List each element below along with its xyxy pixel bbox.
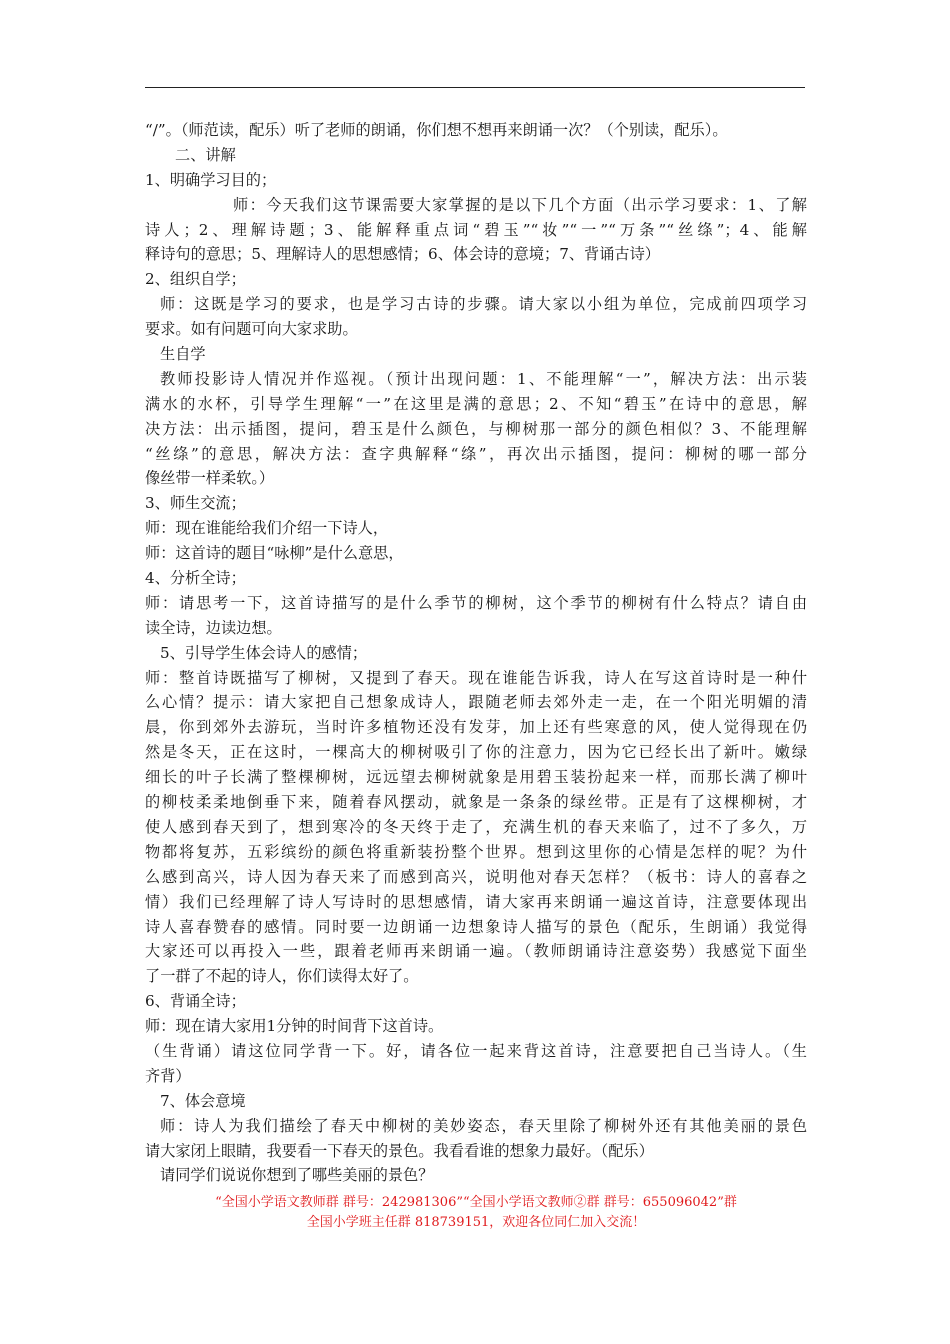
paragraph-line: 要求。如有问题可向大家求助。 — [145, 320, 358, 339]
paragraph-line: 师：整首诗既描写了柳树，又提到了春天。现在谁能告诉我，诗人在写这首诗时是一种什 — [145, 668, 807, 687]
step-heading: 6、背诵全诗； — [145, 992, 246, 1011]
paragraph-line: 释诗句的意思；5、理解诗人的思想感情；6、体会诗的意境；7、背诵古诗） — [145, 245, 660, 264]
paragraph-line: 么感到高兴，诗人因为春天来了而感到高兴，说明他对春天怎样？（板书：诗人的喜春之 — [145, 867, 807, 886]
step-heading: 4、分析全诗； — [145, 569, 246, 588]
footer-line-groups: “全国小学语文教师群 群号：242981306”“全国小学语文教师②群 群号：655096042”群 — [215, 1195, 737, 1210]
paragraph-line: 诗人；2、理解诗题；3、能解释重点词“碧玉”“妆”“一”“万条”“丝绦”；4、能解 — [145, 220, 807, 239]
paragraph-line: 么心情？提示：请大家把自己想象成诗人，跟随老师去郊外走一走，在一个阳光明媚的清 — [145, 693, 807, 712]
paragraph-line: 生自学 — [160, 345, 206, 364]
paragraph-line: 请同学们说说你想到了哪些美丽的景色？ — [160, 1166, 434, 1185]
paragraph-line: 大家还可以再投入一些，跟着老师再来朗诵一遍。（教师朗诵诗注意姿势）我感觉下面坐 — [145, 942, 807, 961]
paragraph-line: “丝绦”的意思，解决方法：查字典解释“绦”，再次出示插图，提问：柳树的哪一部分 — [145, 444, 807, 463]
paragraph-line: 师：请思考一下，这首诗描写的是什么季节的柳树，这个季节的柳树有什么特点？请自由 — [145, 593, 807, 612]
paragraph-line: 读全诗，边读边想。 — [145, 618, 282, 637]
section-heading: 二、讲解 — [175, 145, 236, 164]
footer-line-invite: 全国小学班主任群 818739151，欢迎各位同仁加入交流！ — [306, 1215, 646, 1230]
paragraph-line: 晨，你到郊外去游玩，当时许多植物还没有发芽，加上还有些寒意的风，使人觉得现在仍 — [145, 718, 807, 737]
paragraph-line: 的柳枝柔柔地倒垂下来，随着春风摆动，就象是一条条的绿丝带。正是有了这棵柳树，才 — [145, 793, 807, 812]
paragraph-line: 诗人喜春赞春的感情。同时要一边朗诵一边想象诗人描写的景色（配乐，生朗诵）我觉得 — [145, 917, 807, 936]
paragraph-line: 师：今天我们这节课需要大家掌握的是以下几个方面（出示学习要求：1、了解 — [233, 195, 807, 214]
paragraph-line: 细长的叶子长满了整棵柳树，远远望去柳树就象是用碧玉装扮起来一样，而那长满了柳叶 — [145, 768, 807, 787]
paragraph-line: 教师投影诗人情况并作巡视。（预计出现问题：1、不能理解“一”，解决方法：出示装 — [160, 369, 807, 388]
paragraph-line: 师：这首诗的题目“咏柳”是什么意思， — [145, 544, 404, 563]
paragraph-line: 师：这既是学习的要求，也是学习古诗的步骤。请大家以小组为单位，完成前四项学习 — [160, 295, 807, 314]
paragraph-line: 然是冬天，正在这时，一棵高大的柳树吸引了你的注意力，因为它已经长出了新叶。嫩绿 — [145, 743, 807, 762]
paragraph-line: 情）我们已经理解了诗人写诗时的思想感情，请大家再来朗诵一遍这首诗，注意要体现出 — [145, 892, 807, 911]
paragraph-line: 师：现在谁能给我们介绍一下诗人， — [145, 519, 388, 538]
document-body — [145, 118, 807, 1188]
paragraph-line: 师：现在请大家用1分钟的时间背下这首诗。 — [145, 1017, 444, 1036]
paragraph-line: 物都将复苏，五彩缤纷的颜色将重新装扮整个世界。想到这里你的心情是怎样的呢？为什 — [145, 842, 807, 861]
paragraph-line: 使人感到春天到了，想到寒冷的冬天终于走了，充满生机的春天来临了，过不了多久，万 — [145, 817, 807, 836]
header-rule — [145, 87, 805, 88]
paragraph-line: 了一群了不起的诗人，你们读得太好了。 — [145, 967, 419, 986]
step-heading: 7、体会意境 — [160, 1091, 246, 1110]
paragraph-line: 请大家闭上眼睛，我要看一下春天的景色。我看看谁的想象力最好。（配乐） — [145, 1141, 654, 1160]
step-heading: 2、组织自学； — [145, 270, 246, 289]
paragraph-line: （生背诵）请这位同学背一下。好，请各位一起来背这首诗，注意要把自己当诗人。（生 — [145, 1041, 807, 1060]
paragraph-line: 满水的水杯，引导学生理解“一”在这里是满的意思；2、不知“碧玉”在诗中的意思，解 — [145, 394, 807, 413]
step-heading: 5、引导学生体会诗人的感情； — [160, 643, 368, 662]
paragraph-line: 师：诗人为我们描绘了春天中柳树的美妙姿态，春天里除了柳树外还有其他美丽的景色 — [160, 1116, 807, 1135]
step-heading: 3、师生交流； — [145, 494, 246, 513]
footer-notice — [145, 1193, 807, 1233]
step-heading: 1、明确学习目的； — [145, 170, 277, 189]
paragraph-line: “/”。（师范读，配乐）听了老师的朗诵，你们想不想再来朗诵一次？（个别读，配乐）。 — [145, 121, 728, 139]
paragraph-line: 齐背） — [145, 1066, 191, 1085]
paragraph-line: 决方法：出示插图，提问，碧玉是什么颜色，与柳树那一部分的颜色相似？3、不能理解 — [145, 419, 807, 438]
paragraph-line: 像丝带一样柔软。） — [145, 469, 275, 488]
